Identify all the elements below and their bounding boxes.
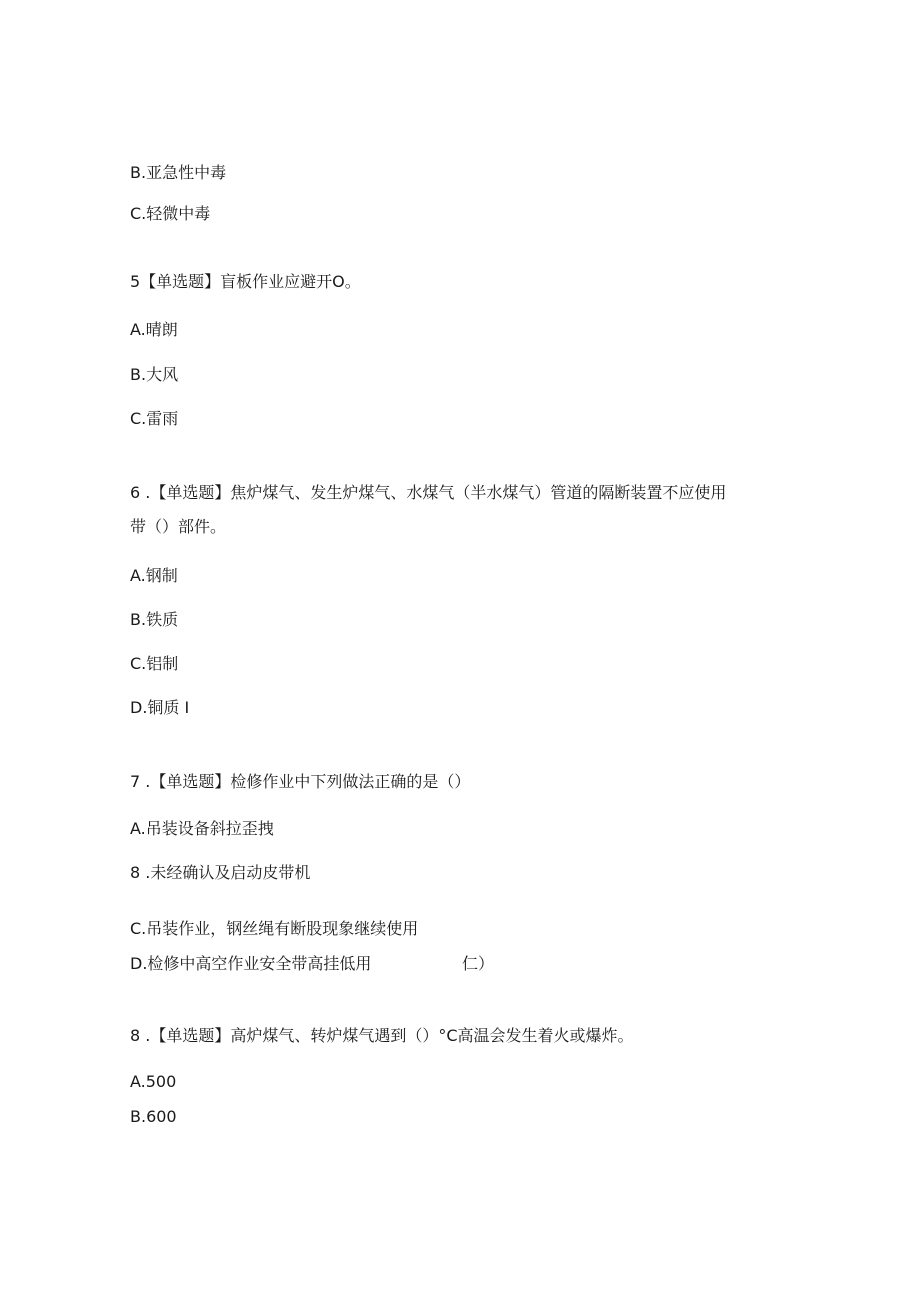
option-7c: C.吊装作业，钢丝绳有断股现象继续使用	[130, 919, 419, 938]
option-8b: B.600	[130, 1107, 177, 1126]
question-6-line-1: 6 .【单选题】焦炉煤气、发生炉煤气、水煤气（半水煤气）管道的隔断装置不应使用	[130, 483, 727, 502]
question-6-line-2: 带（）部件。	[130, 517, 227, 536]
question-7: 7 .【单选题】检修作业中下列做法正确的是（）	[130, 772, 471, 791]
stray-mark: 仁）	[462, 954, 495, 973]
option-6c: C.铝制	[130, 654, 179, 673]
option-7d: D.检修中高空作业安全带高挂低用	[130, 954, 372, 973]
option-8a: A.500	[130, 1072, 177, 1091]
option-5b: B.大风	[130, 365, 179, 384]
option-4b: B.亚急性中毒	[130, 163, 227, 182]
option-5a: A.晴朗	[130, 320, 178, 339]
question-8: 8 .【单选题】高炉煤气、转炉煤气遇到（）°C高温会发生着火或爆炸。	[130, 1026, 634, 1045]
option-4c: C.轻微中毒	[130, 204, 211, 223]
option-7a: A.吊装设备斜拉歪拽	[130, 819, 274, 838]
option-6d: D.铜质 I	[130, 698, 190, 717]
option-6b: B.铁质	[130, 610, 179, 629]
option-5c: C.雷雨	[130, 409, 179, 428]
option-6a: A.钢制	[130, 566, 178, 585]
option-7b: 8 .未经确认及启动皮带机	[130, 863, 311, 882]
question-5: 5【单选题】盲板作业应避开O。	[130, 272, 361, 291]
